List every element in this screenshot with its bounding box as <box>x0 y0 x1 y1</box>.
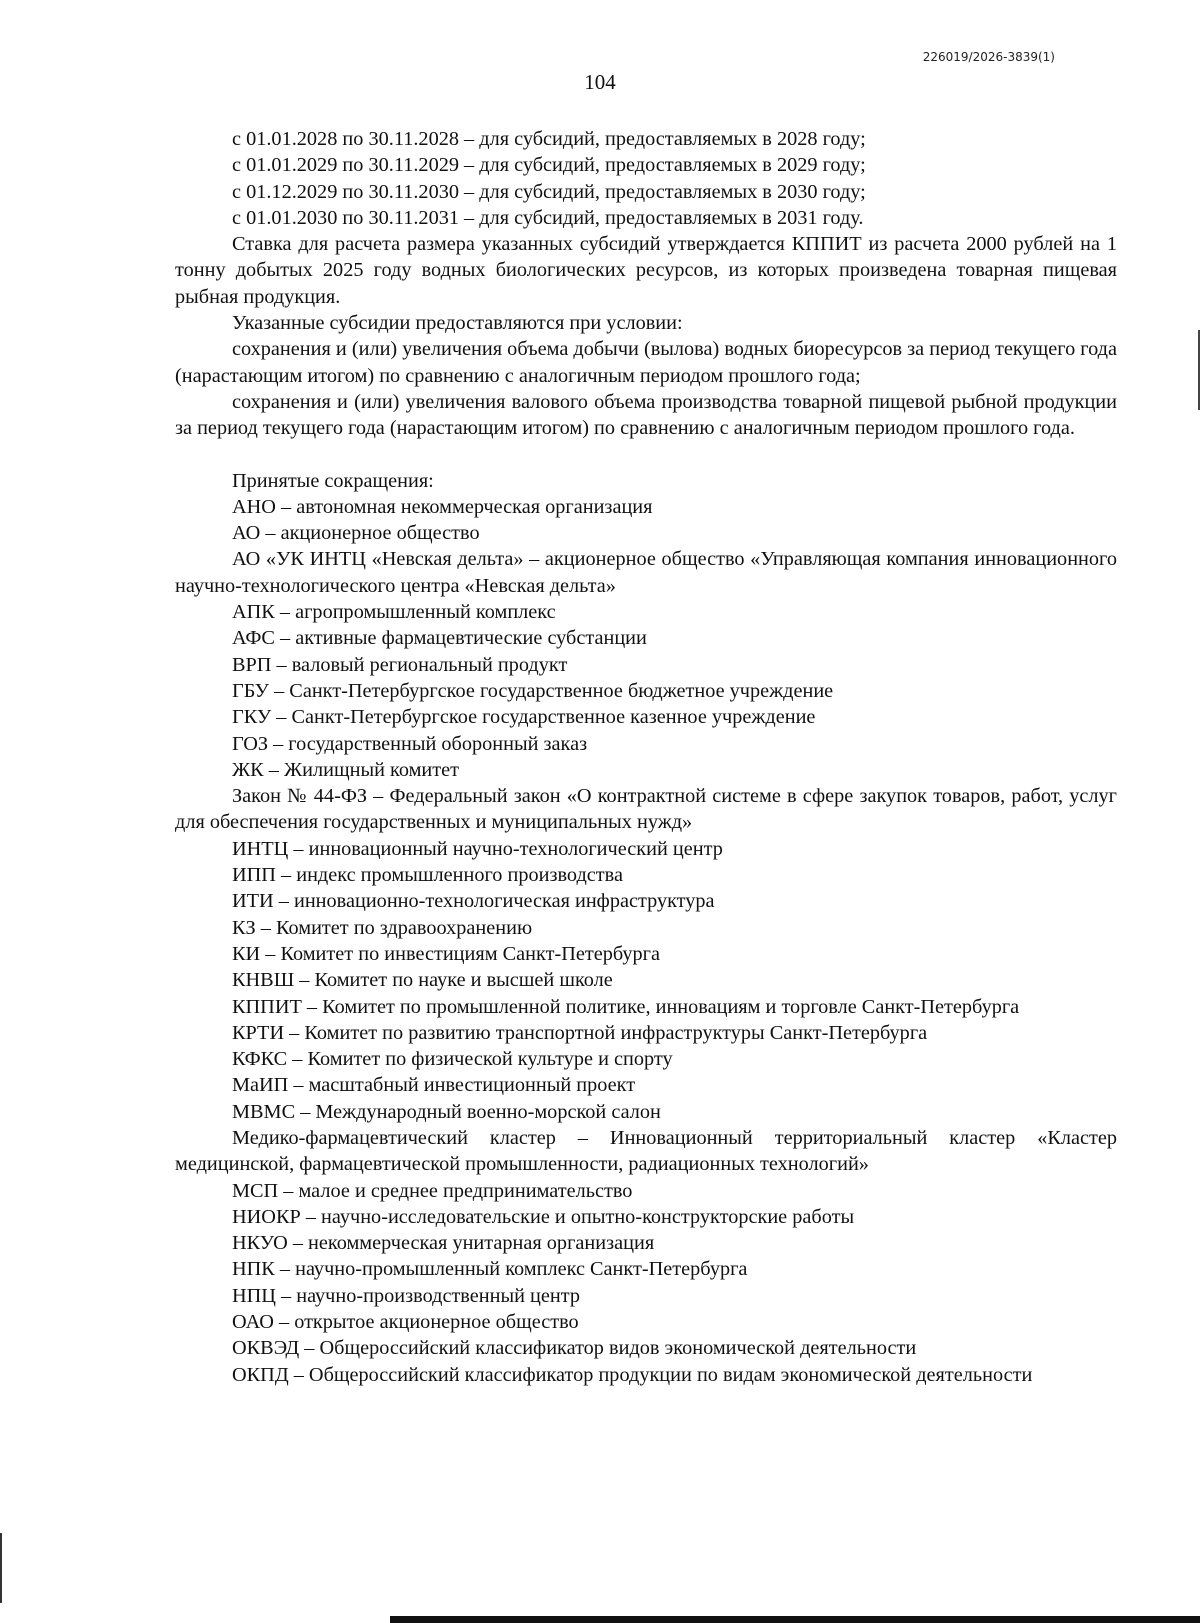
paragraph: с 01.01.2029 по 30.11.2029 – для субсидий, предоставляемых в 2029 году; <box>232 154 866 177</box>
abbreviation-item: НИОКР – научно-исследовательские и опытно-конструкторские работы <box>232 1205 855 1228</box>
abbreviation-item: ОАО – открытое акционерное общество <box>232 1311 579 1334</box>
abbreviation-item: НПЦ – научно-производственный центр <box>232 1284 580 1307</box>
abbreviation-item: НКУО – некоммерческая унитарная организация <box>232 1232 655 1255</box>
document-id: 226019/2026-3839(1) <box>922 50 1055 64</box>
paragraph: с 01.12.2029 по 30.11.2030 – для субсидий, предоставляемых в 2030 году; <box>232 180 866 203</box>
scan-bottom-border <box>390 1616 1200 1623</box>
paragraph: с 01.01.2028 по 30.11.2028 – для субсидий, предоставляемых в 2028 году; <box>232 128 866 150</box>
abbreviation-item: ИПП – индекс промышленного производства <box>232 864 623 887</box>
abbreviation-item: АФС – активные фармацевтические субстанции <box>232 627 647 650</box>
section-gap <box>175 442 1117 468</box>
abbreviation-item: ВРП – валовый региональный продукт <box>232 653 568 676</box>
abbreviation-item: НПК – научно-промышленный комплекс Санкт-Петербурга <box>232 1258 748 1281</box>
abbreviation-item: КЗ – Комитет по здравоохранению <box>232 916 533 939</box>
paragraph: Ставка для расчета размера указанных субсидий утверждается КППИТ из расчета 2000 рублей на 1 тонну добытых 2025 году водных биологических ресурсов, из которых произведена товарная пищевая рыбная продукция. <box>175 233 1117 308</box>
abbreviation-item: ГОЗ – государственный оборонный заказ <box>232 732 588 755</box>
paragraph: с 01.01.2030 по 30.11.2031 – для субсидий, предоставляемых в 2031 году. <box>232 206 864 229</box>
abbreviation-item: ГКУ – Санкт-Петербургское государственное казенное учреждение <box>232 706 816 729</box>
abbreviation-item: КИ – Комитет по инвестициям Санкт-Петербурга <box>232 942 660 965</box>
abbreviation-item: Медико-фармацевтический кластер – Инновационный территориальный кластер «Кластер медицинской, фармацевтической промышленности, радиационных технологий» <box>175 1126 1117 1176</box>
abbreviation-item: МаИП – масштабный инвестиционный проект <box>232 1074 636 1097</box>
scan-edge-mark <box>0 1533 2 1603</box>
abbreviation-item: АНО – автономная некоммерческая организация <box>232 495 653 518</box>
abbreviation-item: КНВШ – Комитет по науке и высшей школе <box>232 969 613 992</box>
paragraph: Указанные субсидии предоставляются при условии: <box>232 312 683 335</box>
abbreviation-item: Закон № 44-ФЗ – Федеральный закон «О контрактной системе в сфере закупок товаров, работ, услуг для обеспечения государственных и муниципальных нужд» <box>175 785 1117 834</box>
abbreviation-item: ОКПД – Общероссийский классификатор продукции по видам экономической деятельности <box>232 1363 1033 1386</box>
abbreviation-item: АО «УК ИНТЦ «Невская дельта» – акционерное общество «Управляющая компания инновационного научно-технологического центра «Невская дельта» <box>175 548 1117 597</box>
document-body <box>175 126 1117 1388</box>
abbreviation-item: МСП – малое и среднее предпринимательство <box>232 1179 633 1202</box>
paragraph: сохранения и (или) увеличения валового объема производства товарной пищевой рыбной продукции за период текущего года (нарастающим итогом) по сравнению с аналогичным периодом прошлого года. <box>175 390 1117 440</box>
abbreviation-item: ГБУ – Санкт-Петербургское государственное бюджетное учреждение <box>232 679 834 702</box>
paragraph: сохранения и (или) увеличения объема добычи (вылова) водных биоресурсов за период текущего года (нарастающим итогом) по сравнению с аналогичным периодом прошлого года; <box>175 338 1117 387</box>
abbreviation-item: ИТИ – инновационно-технологическая инфраструктура <box>232 890 715 913</box>
page-number: 104 <box>584 70 616 94</box>
abbreviation-item: КРТИ – Комитет по развитию транспортной инфраструктуры Санкт-Петербурга <box>232 1021 928 1044</box>
abbreviation-item: ЖК – Жилищный комитет <box>232 758 459 781</box>
abbreviation-item: ИНТЦ – инновационный научно-технологический центр <box>232 837 723 860</box>
abbreviation-item: АПК – агропромышленный комплекс <box>232 601 556 624</box>
abbreviation-item: ОКВЭД – Общероссийский классификатор видов экономической деятельности <box>232 1337 917 1360</box>
abbreviation-item: КППИТ – Комитет по промышленной политике, инновациям и торговле Санкт-Петербурга <box>232 995 1020 1018</box>
abbreviation-item: КФКС – Комитет по физической культуре и спорту <box>232 1048 673 1071</box>
abbreviation-item: АО – акционерное общество <box>232 522 480 545</box>
abbreviations-heading: Принятые сокращения: <box>232 469 434 492</box>
abbreviation-item: МВМС – Международный военно-морской салон <box>232 1100 661 1123</box>
